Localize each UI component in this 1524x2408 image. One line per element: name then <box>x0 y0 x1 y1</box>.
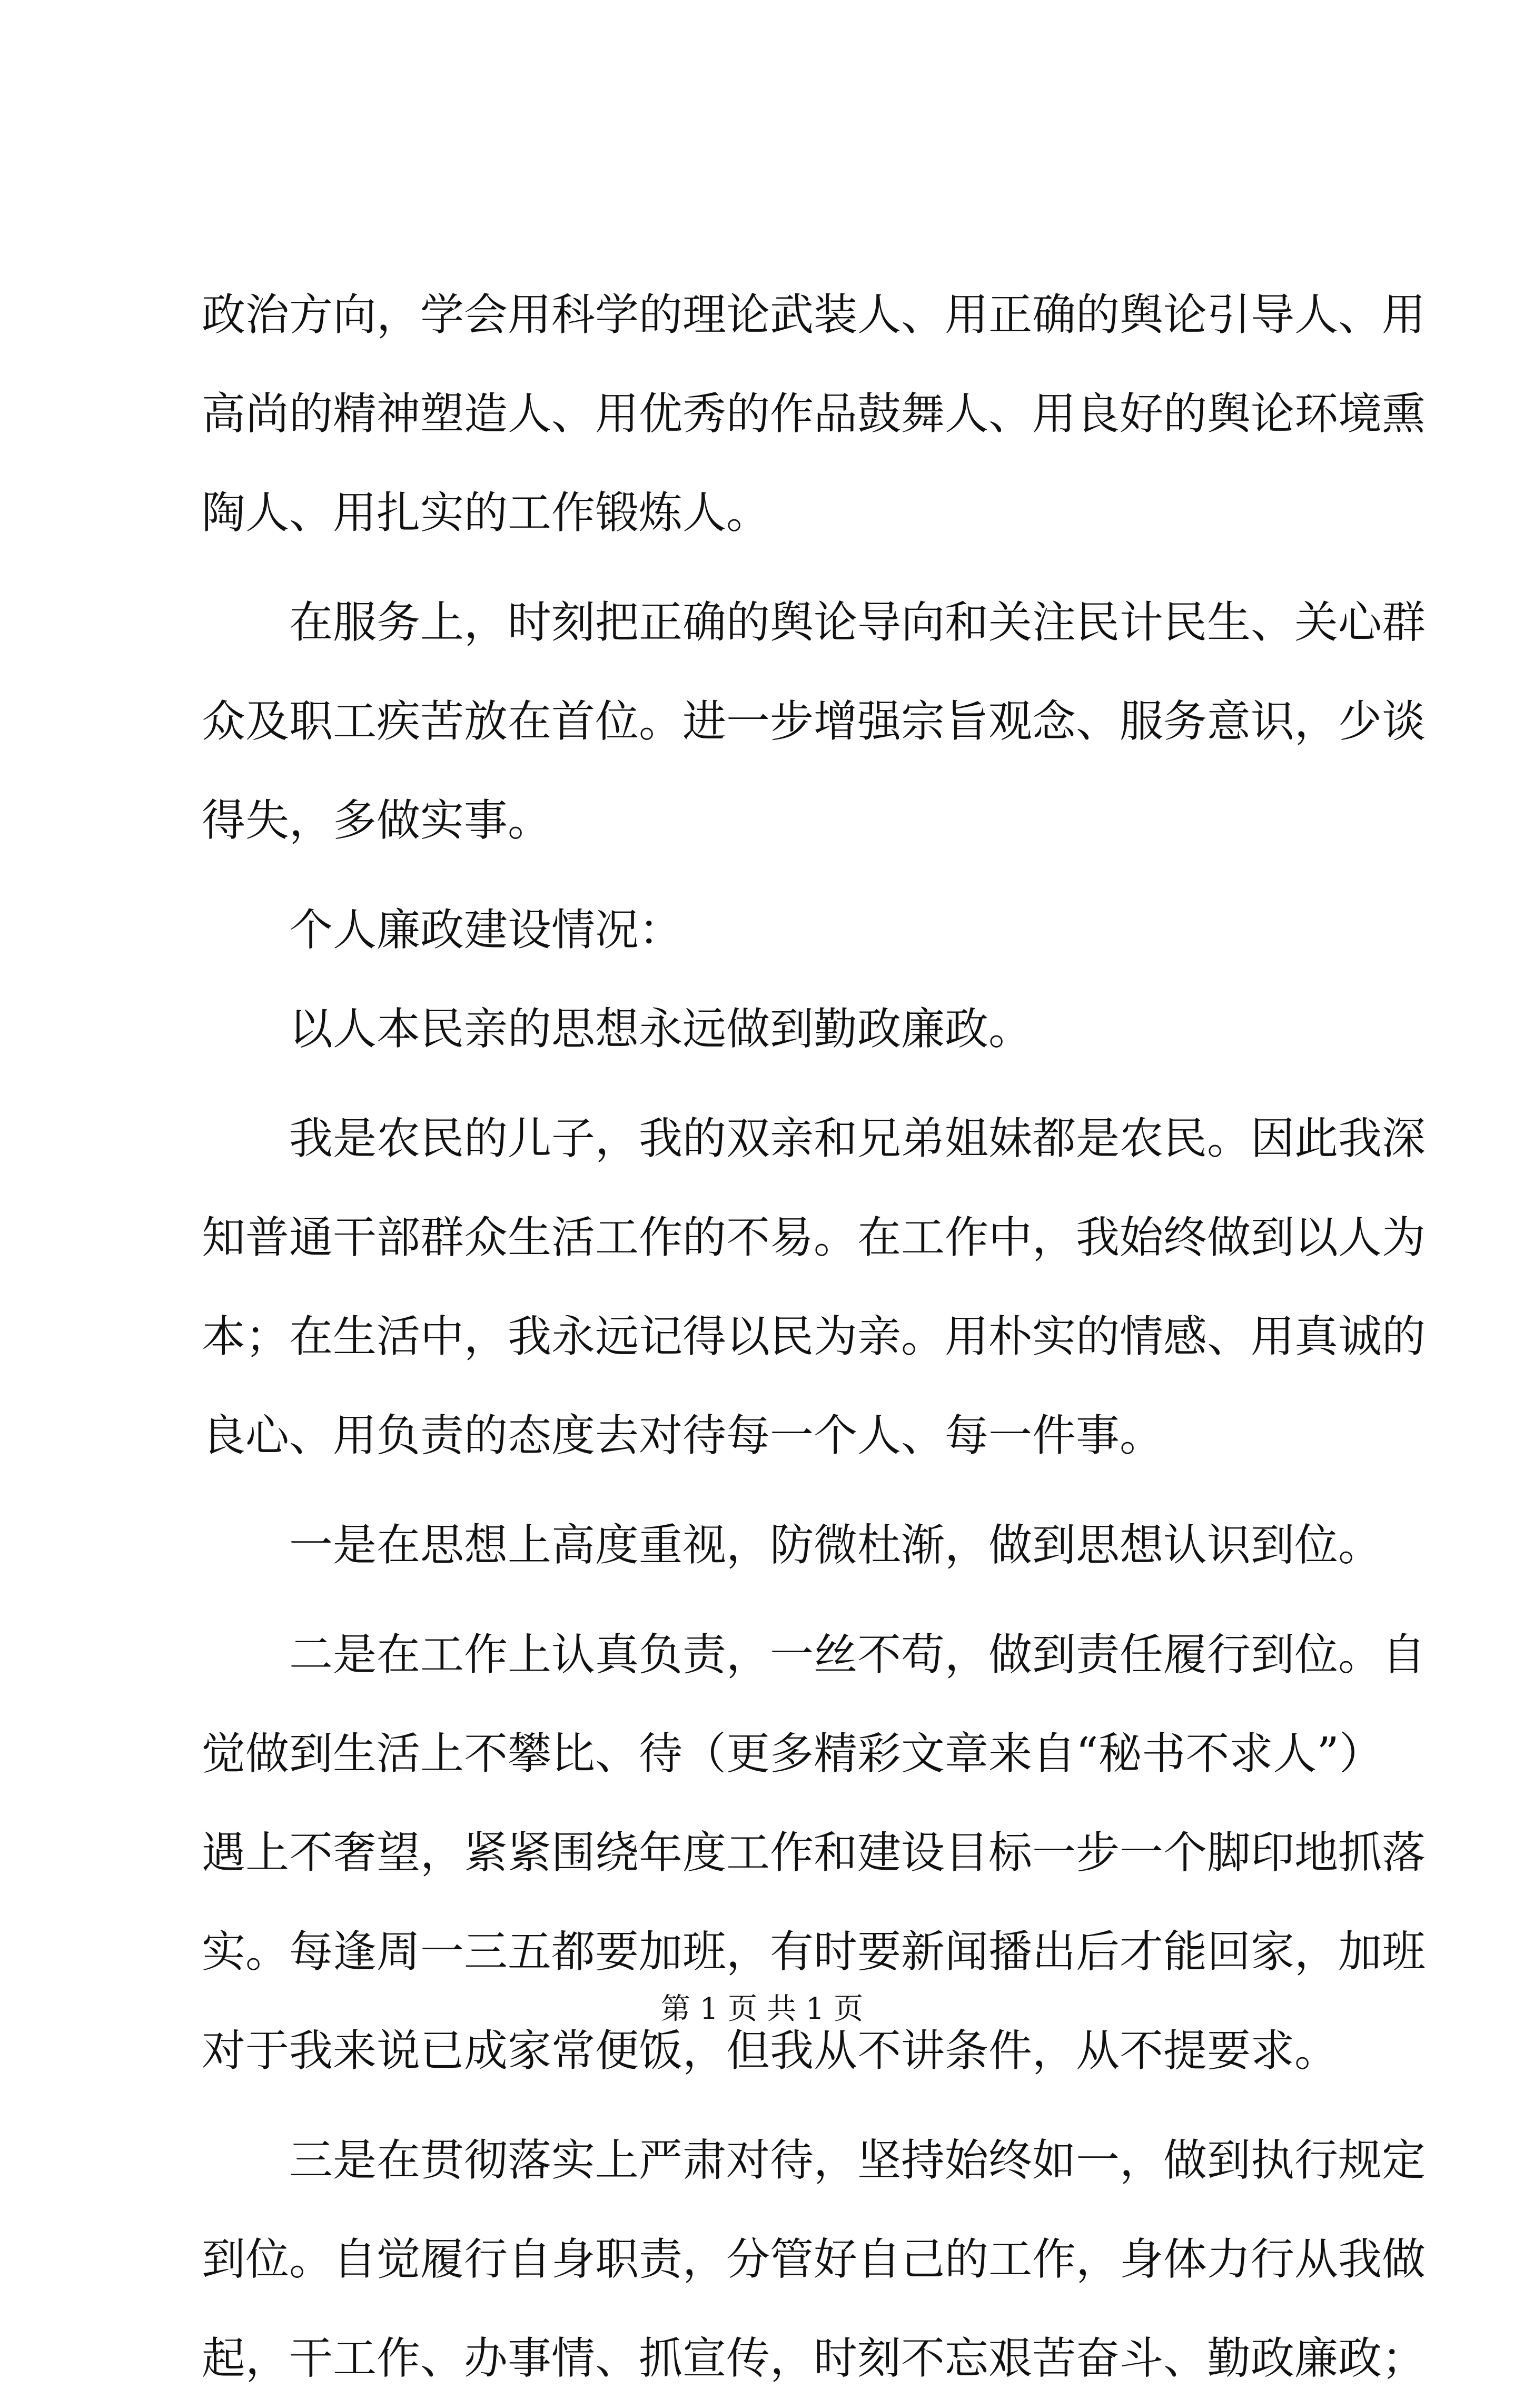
page-number-footer: 第 1 页 共 1 页 <box>660 1992 864 2026</box>
text-line: 到位。自觉履行自身职责，分管好自己的工作，身体力行从我做 <box>202 2234 1426 2285</box>
text-line: 二是在工作上认真负责，一丝不苟，做到责任履行到位。自 <box>289 1629 1426 1680</box>
text-line: 良心、用负责的态度去对待每一个人、每一件事。 <box>202 1410 1163 1461</box>
text-line: 对于我来说已成家常便饭，但我从不讲条件，从不提要求。 <box>202 2025 1338 2076</box>
text-line: 遇上不奢望，紧紧围绕年度工作和建设目标一步一个脚印地抓落 <box>202 1827 1426 1878</box>
text-line: 政治方向，学会用科学的理论武装人、用正确的舆论引导人、用 <box>202 289 1426 340</box>
text-line: 三是在贯彻落实上严肃对待，坚持始终如一，做到执行规定 <box>289 2135 1426 2186</box>
body-text <box>202 265 1426 2408</box>
text-line: 我是农民的儿子，我的双亲和兄弟姐妹都是农民。因此我深 <box>289 1113 1426 1164</box>
text-line: 在服务上，时刻把正确的舆论导向和关注民计民生、关心群 <box>289 597 1426 648</box>
text-line: 众及职工疾苦放在首位。进一步增强宗旨观念、服务意识，少谈 <box>202 696 1426 747</box>
text-line: 本；在生活中，我永远记得以民为亲。用朴实的情感、用真诚的 <box>202 1311 1426 1362</box>
text-line: 得失，多做实事。 <box>202 795 551 846</box>
text-line: 起，干工作、办事情、抓宣传，时刻不忘艰苦奋斗、勤政廉政； <box>202 2333 1426 2384</box>
text-line: 以人本民亲的思想永远做到勤政廉政。 <box>289 1003 1032 1054</box>
text-line: 知普通干部群众生活工作的不易。在工作中，我始终做到以人为 <box>202 1212 1426 1263</box>
text-line: 高尚的精神塑造人、用优秀的作品鼓舞人、用良好的舆论环境熏 <box>202 388 1426 439</box>
text-line: 一是在思想上高度重视，防微杜渐，做到思想认识到位。 <box>289 1519 1382 1571</box>
text-line: 实。每逢周一三五都要加班，有时要新闻播出后才能回家，加班 <box>202 1926 1426 1977</box>
text-line: 陶人、用扎实的工作锻炼人。 <box>202 487 770 538</box>
section-heading: 个人廉政建设情况： <box>289 904 682 955</box>
text-line: 觉做到生活上不攀比、待（更多精彩文章来自“秘书不求人”） <box>202 1728 1383 1779</box>
